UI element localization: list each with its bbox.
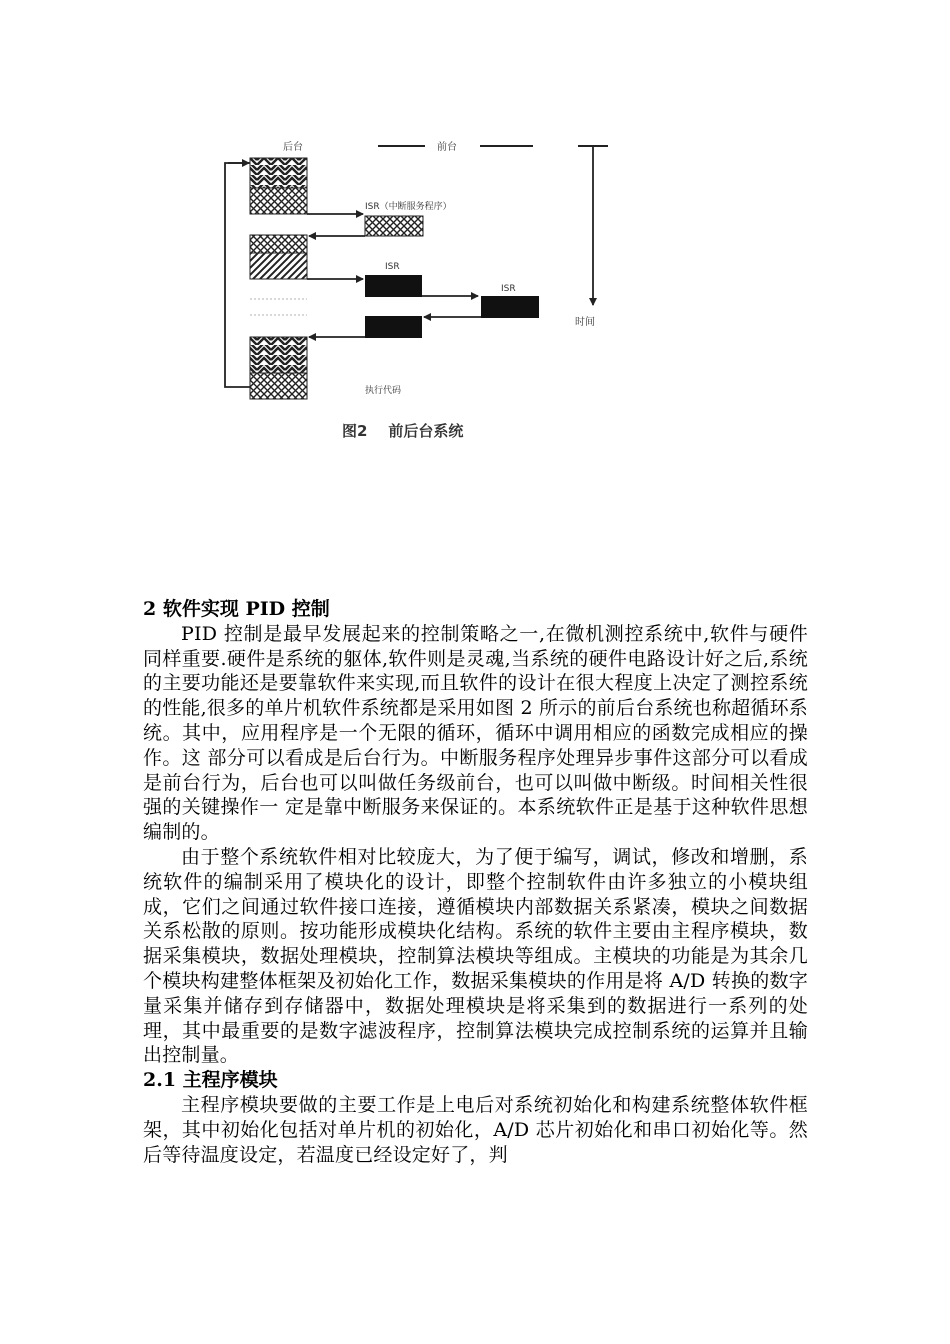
label-time: 时间	[575, 317, 595, 328]
label-isr-2: ISR	[385, 262, 400, 272]
bg-task-block-3	[250, 235, 307, 253]
paragraph: 主程序模块要做的主要工作是上电后对系统初始化和构建系统整体软件框架，其中初始化包括对单片机的初始化，A/D 芯片初始化和串口初始化等。然后等待温度设定，若温度已经设定好了，判	[143, 1093, 808, 1166]
label-isr-3: ISR	[501, 284, 516, 294]
bg-task-block-4	[250, 253, 307, 279]
bg-task-block-5	[250, 337, 307, 373]
isr-block-1	[365, 216, 423, 236]
bg-task-block-1	[250, 158, 307, 188]
bg-task-block-6	[250, 373, 307, 399]
section-heading-pid: 2 软件实现 PID 控制	[143, 598, 330, 620]
paragraph: 由于整个系统软件相对比较庞大，为了便于编写，调试，修改和增删，系统软件的编制采用了模块化的设计，即整个控制软件由许多独立的小模块组成，它们之间通过软件接口连接，遵循模块内部数据关系紧凑，模块之间数据关系松散的原则。按功能形成模块化结构。系统的软件主要由主程序模块，数据采集模块，数据处理模块，控制算法模块等组成。主模块的功能是为其余几个模块构建整体框架及初始化工作，数据采集模块的作用是将 A/D 转换的数字量采集并储存到存储器中，数据处理模块是将采集到的数据进行一系列的处理，其中最重要的是数字滤波程序，控制算法模块完成控制系统的运算并且输出控制量。	[143, 845, 808, 1067]
figure-diagram	[215, 135, 635, 445]
isr-block-4	[365, 316, 422, 338]
paragraph: PID 控制是最早发展起来的控制策略之一,在微机测控系统中,软件与硬件同样重要.硬件是系统的躯体,软件则是灵魂,当系统的硬件电路设计好之后,系统的主要功能还是要靠软件来实现,而且软件的设计在很大程度上决定了测控系统的性能,很多的单片机软件系统都是采用如图 2 所示的前后台系统也称超循环系统。其中，应用程序是一个无限的循环，循环中调用相应的函数完成相应的操作。这 部分可以看成是后台行为。中断服务程序处理异步事件这部分可以看成是前台行为，后台也可以叫做任务级前台，也可以叫做中断级。时间相关性很强的关键操作一 定是靠中断服务来保证的。本系统软件正是基于这种软件思想编制的。	[143, 622, 808, 844]
section-heading-main-module: 2.1 主程序模块	[143, 1069, 278, 1092]
label-foreground: 前台	[437, 142, 457, 153]
article-body	[143, 597, 808, 1167]
label-exec-code: 执行代码	[365, 386, 402, 396]
isr-block-3	[481, 296, 539, 318]
isr-block-2	[365, 275, 422, 297]
label-isr-interrupt: ISR（中断服务程序）	[365, 202, 452, 212]
foreground-background-system-figure	[215, 135, 635, 445]
figure-caption: 图2 前后台系统	[342, 422, 464, 440]
loop-line	[225, 163, 250, 387]
bg-task-block-2	[250, 188, 307, 214]
label-background: 后台	[283, 142, 303, 153]
